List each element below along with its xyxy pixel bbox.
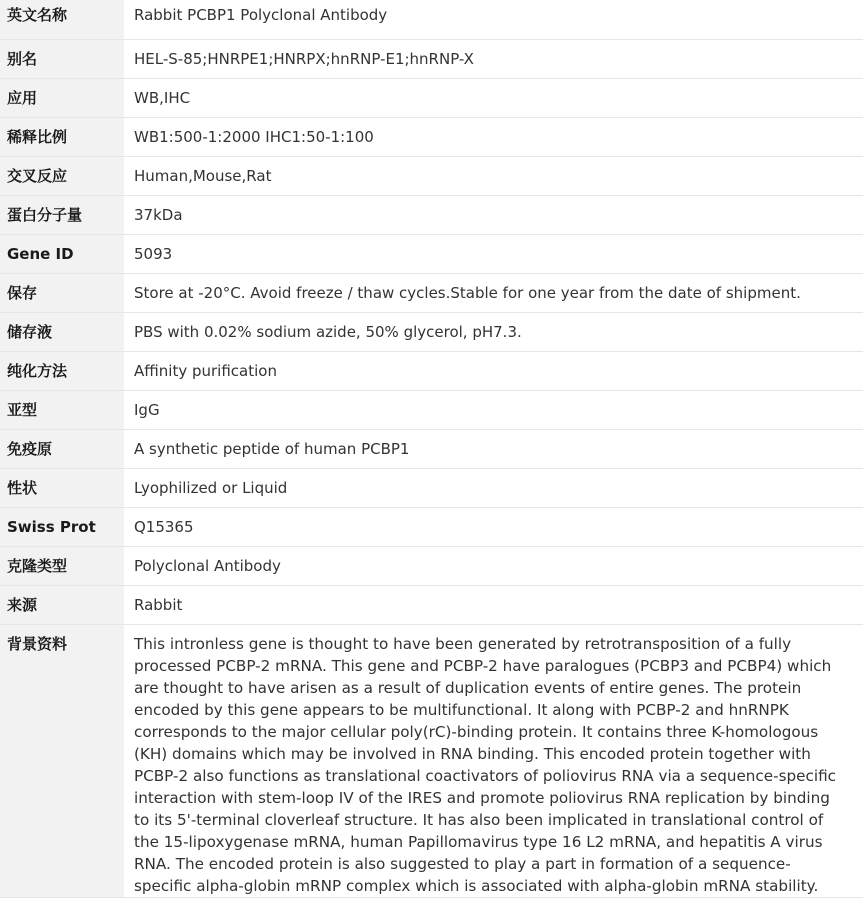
row-value: Store at -20°C. Avoid freeze / thaw cycles.Stable for one year from the date of shipment. <box>124 273 863 312</box>
row-host <box>0 585 863 624</box>
row-form <box>0 468 863 507</box>
row-value: Polyclonal Antibody <box>124 546 863 585</box>
row-swiss-prot <box>0 507 863 546</box>
row-label: 克隆类型 <box>0 546 124 585</box>
row-label: Swiss Prot <box>0 507 124 546</box>
row-storage-buffer <box>0 312 863 351</box>
row-label: 稀释比例 <box>0 117 124 156</box>
row-value: 5093 <box>124 234 863 273</box>
row-isotype <box>0 390 863 429</box>
row-label: Gene ID <box>0 234 124 273</box>
row-purification <box>0 351 863 390</box>
row-value: Rabbit PCBP1 Polyclonal Antibody <box>124 0 863 39</box>
row-storage <box>0 273 863 312</box>
row-value: 37kDa <box>124 195 863 234</box>
row-value: WB1:500-1:2000 IHC1:50-1:100 <box>124 117 863 156</box>
row-application <box>0 78 863 117</box>
row-gene-id <box>0 234 863 273</box>
row-label: 别名 <box>0 39 124 78</box>
row-label: 应用 <box>0 78 124 117</box>
row-label: 英文名称 <box>0 0 124 39</box>
row-label: 纯化方法 <box>0 351 124 390</box>
row-label: 背景资料 <box>0 624 124 897</box>
row-dilution <box>0 117 863 156</box>
row-label: 亚型 <box>0 390 124 429</box>
row-english-name <box>0 0 863 39</box>
row-molecular-weight <box>0 195 863 234</box>
row-value: HEL-S-85;HNRPE1;HNRPX;hnRNP-E1;hnRNP-X <box>124 39 863 78</box>
row-value: IgG <box>124 390 863 429</box>
row-alias <box>0 39 863 78</box>
row-label: 保存 <box>0 273 124 312</box>
row-value: A synthetic peptide of human PCBP1 <box>124 429 863 468</box>
row-immunogen <box>0 429 863 468</box>
row-label: 蛋白分子量 <box>0 195 124 234</box>
row-value: Rabbit <box>124 585 863 624</box>
row-value: Human,Mouse,Rat <box>124 156 863 195</box>
row-clonality <box>0 546 863 585</box>
row-value: Lyophilized or Liquid <box>124 468 863 507</box>
row-label: 储存液 <box>0 312 124 351</box>
row-value: WB,IHC <box>124 78 863 117</box>
row-label: 免疫原 <box>0 429 124 468</box>
row-value: Q15365 <box>124 507 863 546</box>
row-background <box>0 624 863 897</box>
row-value: Affinity purification <box>124 351 863 390</box>
row-cross-reactivity <box>0 156 863 195</box>
row-label: 来源 <box>0 585 124 624</box>
row-value-background: This intronless gene is thought to have been generated by retrotransposition of a fully processed PCBP-2 mRNA. This gene and PCBP-2 have paralogues (PCBP3 and PCBP4) which are thought to have arisen as a result of duplication events of entire genes. The protein encoded by this gene appears to be multifunctional. It along with PCBP-2 and hnRNPK corresponds to the major cellular poly(rC)-binding protein. It contains three K-homologous (KH) domains which may be involved in RNA binding. This encoded protein together with PCBP-2 also functions as translational coactivators of poliovirus RNA via a sequence-specific interaction with stem-loop IV of the IRES and promote poliovirus RNA replication by binding to its 5'-terminal cloverleaf structure. It has also been implicated in translational control of the 15-lipoxygenase mRNA, human Papillomavirus type 16 L2 mRNA, and hepatitis A virus RNA. The encoded protein is also suggested to play a part in formation of a sequence-specific alpha-globin mRNP complex which is associated with alpha-globin mRNA stability. <box>124 624 863 897</box>
row-label: 交叉反应 <box>0 156 124 195</box>
row-label: 性状 <box>0 468 124 507</box>
row-value: PBS with 0.02% sodium azide, 50% glycerol, pH7.3. <box>124 312 863 351</box>
